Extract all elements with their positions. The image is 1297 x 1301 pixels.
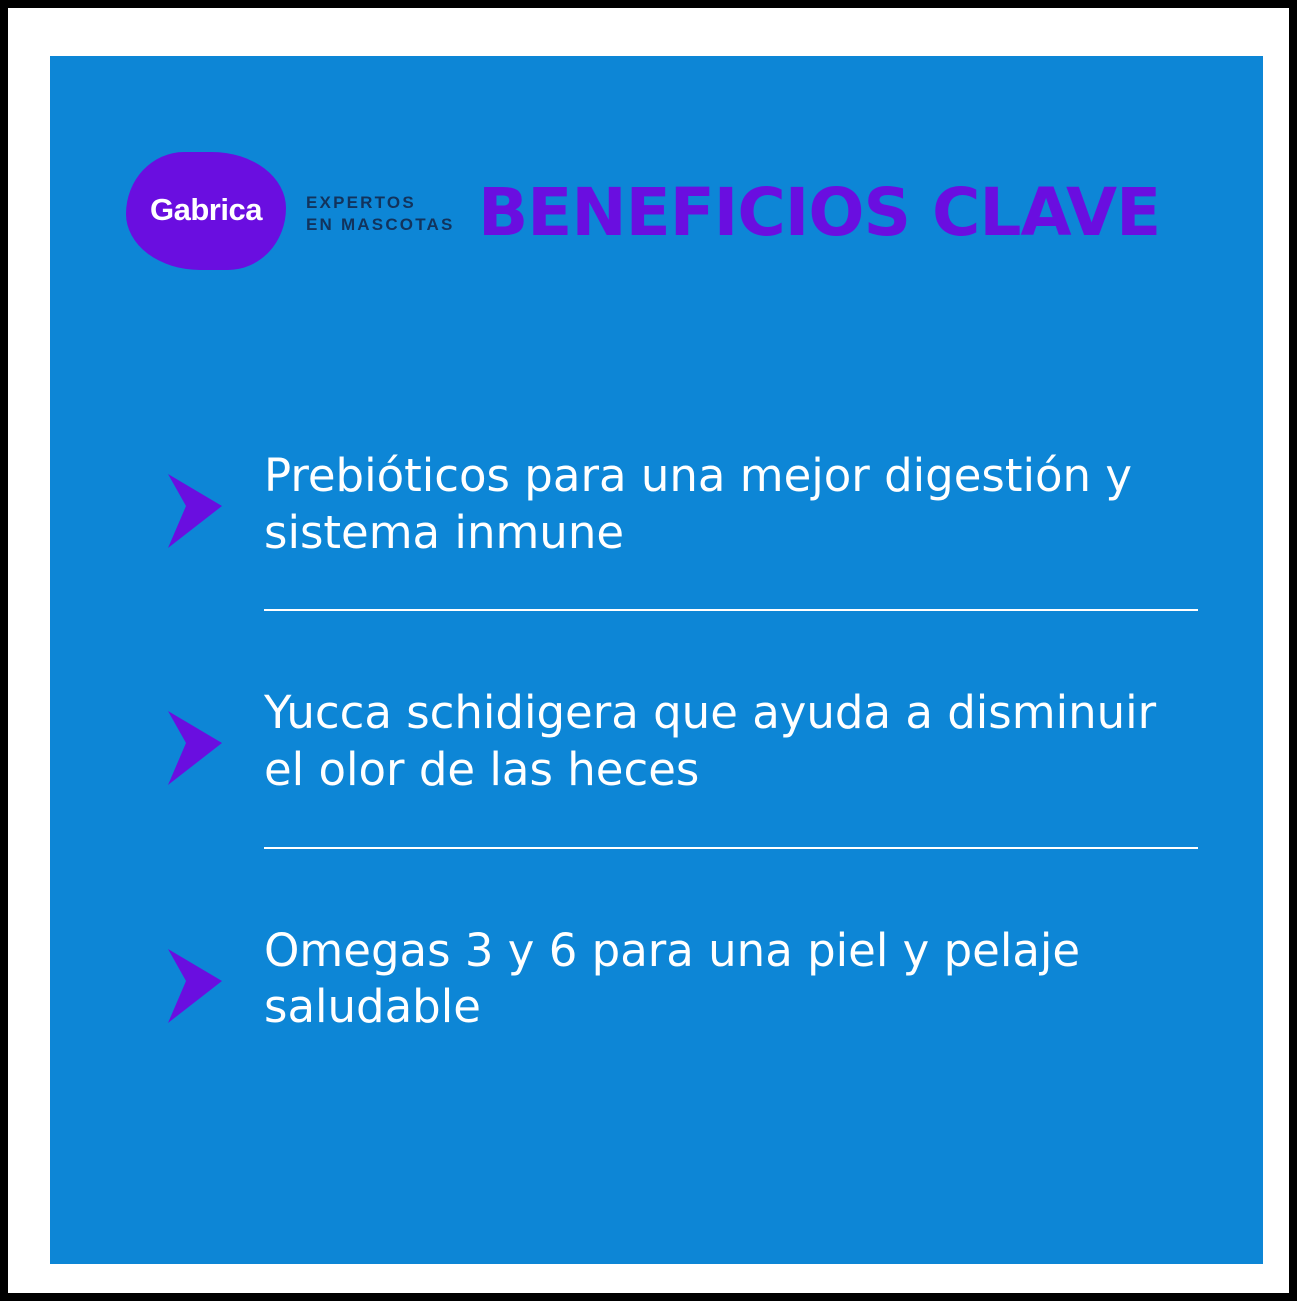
list-item xyxy=(168,665,1198,798)
arrow-cell xyxy=(168,903,264,1023)
chevron-right-icon xyxy=(168,711,222,785)
list-item-label: Yucca schidigera que ayuda a disminuir el olor de las heces xyxy=(264,686,1157,797)
list-item xyxy=(168,903,1198,1036)
chevron-right-icon xyxy=(168,949,222,1023)
page-title: BENEFICIOS CLAVE xyxy=(478,174,1161,251)
list-item-label: Prebióticos para una mejor digestión y sistema inmune xyxy=(264,449,1133,559)
brand-tagline-line1: EXPERTOS xyxy=(306,193,416,212)
chevron-right-icon xyxy=(168,474,222,548)
brand-tagline xyxy=(306,192,455,236)
list-item-label: Omegas 3 y 6 para una piel y pelaje saludable xyxy=(264,923,1081,1034)
card-header xyxy=(126,152,1226,282)
divider xyxy=(264,847,1198,849)
divider xyxy=(264,609,1198,611)
benefits-card xyxy=(50,56,1263,1264)
gabrica-logo-text: Gabrica xyxy=(150,192,262,227)
list-item xyxy=(168,428,1198,561)
brand-tagline-line2: EN MASCOTAS xyxy=(306,215,455,234)
arrow-cell xyxy=(168,665,264,785)
arrow-cell xyxy=(168,428,264,548)
benefits-list xyxy=(168,428,1198,1036)
